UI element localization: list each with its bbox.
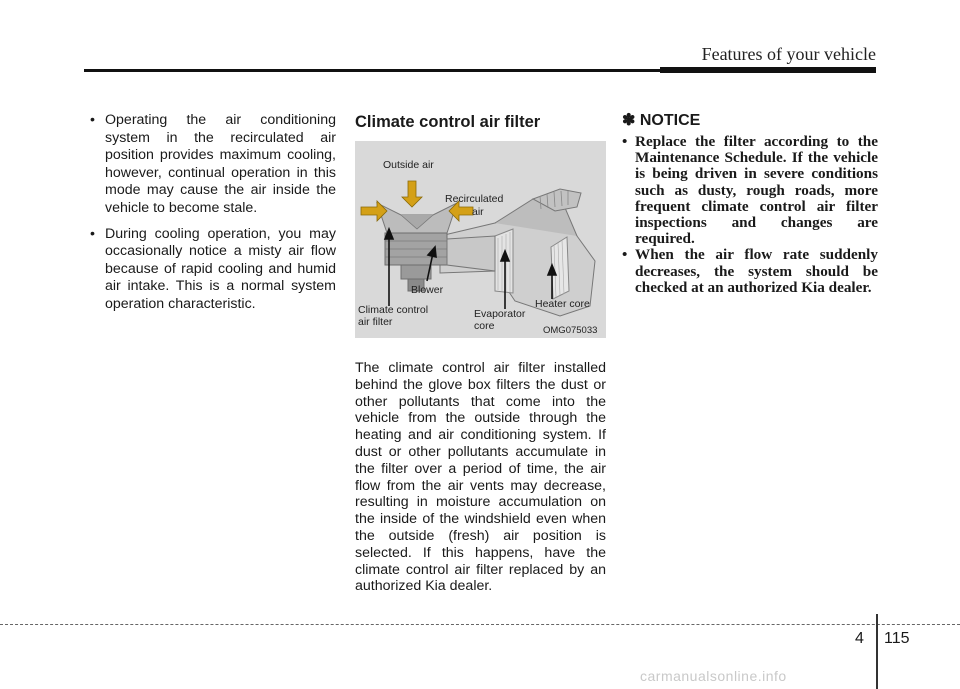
bullet-item <box>88 112 336 218</box>
label-evaporator-line2: core <box>474 320 495 332</box>
notice-text: Replace the filter according to the Maintenance Schedule. If the vehicle is being driven in severe conditions such as dusty, rough roads, more frequent climate control air filter inspections and changes are required. <box>635 133 878 248</box>
watermark: carmanualsonline.info <box>640 668 787 684</box>
label-outside-air: Outside air <box>383 159 434 171</box>
bullet-item <box>88 226 336 314</box>
chapter-number: 4 <box>855 630 864 647</box>
label-climate-filter-line1: Climate control <box>358 304 429 316</box>
section-heading: Climate control air filter <box>355 113 541 131</box>
notice-item <box>622 134 878 247</box>
bullet-dot-icon: • <box>622 133 628 150</box>
bullet-dot-icon: • <box>90 225 95 242</box>
label-heater-core: Heater core <box>535 298 590 310</box>
climate-filter-figure <box>355 141 606 338</box>
notice-item <box>622 247 878 296</box>
label-climate-filter-line2: air filter <box>358 316 393 328</box>
filter-description-paragraph: The climate control air filter installed behind the glove box filters the dust or other pollutants that come into the vehicle from the outside through the heating and air conditioning system. If dust or other pollutants accumulate in the filter over a period of time, the air flow from the air vents may decrease, resulting in moisture accumulation on the inside of the windshield even when the outside (fresh) air position is selected. If this happens, have the climate control air filter replaced by an authorized Kia dealer. <box>355 360 606 595</box>
figure-code: OMG075033 <box>543 325 598 336</box>
column-3 <box>622 112 878 296</box>
bullet-dot-icon: • <box>90 112 95 128</box>
notice-text: When the air flow rate suddenly decreases, the system should be checked at an authorized Kia dealer. <box>635 246 878 296</box>
bullet-text: Operating the air conditioning system in the recirculated air position provides maximum cooling, however, continual operation in this mode may cause the air inside the vehicle to become stale. <box>105 112 336 216</box>
page-number: 115 <box>884 630 910 647</box>
header-rule-accent <box>660 67 876 73</box>
label-evaporator-line1: Evaporator <box>474 308 526 320</box>
footer-rule <box>0 624 960 625</box>
label-recirculated-line2: air <box>472 206 484 218</box>
bullet-dot-icon: • <box>622 246 628 264</box>
column-1 <box>88 112 336 322</box>
footer-divider <box>876 614 878 689</box>
column-2 <box>355 112 606 595</box>
notice-heading: ✽ NOTICE <box>622 112 701 129</box>
page-header-title: Features of your vehicle <box>701 44 876 64</box>
label-recirculated-line1: Recirculated <box>445 193 504 205</box>
label-blower: Blower <box>411 284 444 296</box>
bullet-text: During cooling operation, you may occasionally notice a misty air flow because of rapid cooling and humid air intake. This is a normal system operation characteristic. <box>105 225 336 312</box>
